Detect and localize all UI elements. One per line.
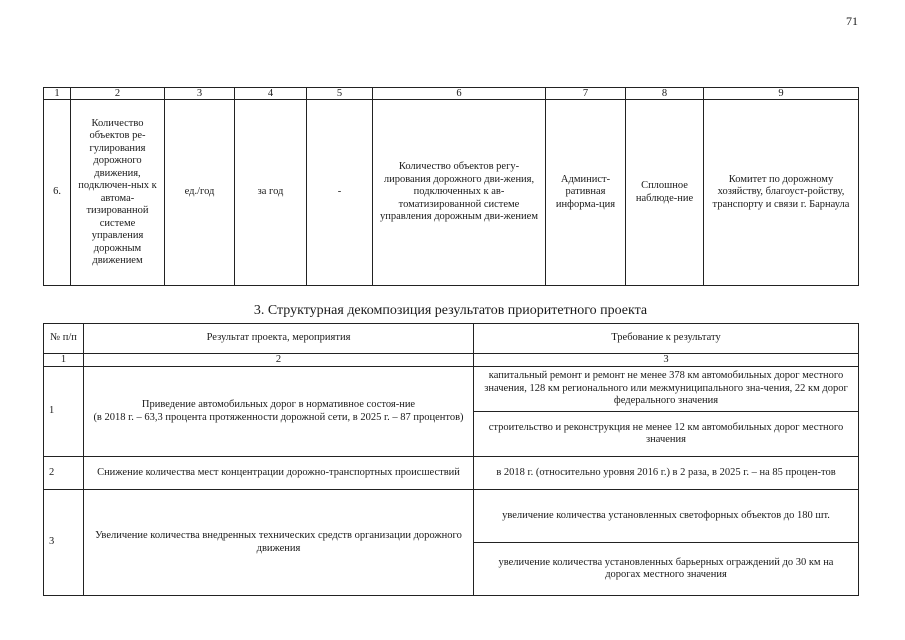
decomposition-table (43, 323, 859, 596)
column-number: 7 (546, 88, 626, 100)
row-number: 2 (44, 457, 84, 490)
decomposition-table-header (44, 324, 859, 354)
source-cell: Админист-ративная информа-ция (546, 100, 626, 286)
requirement-cell: увеличение количества установленных барьерных ограждений до 30 км на дорогах местного значения (474, 543, 859, 596)
indicators-table (43, 87, 859, 286)
column-number: 8 (626, 88, 704, 100)
table-row (44, 367, 859, 412)
row-number: 1 (44, 367, 84, 457)
column-number: 4 (235, 88, 307, 100)
table-row (44, 100, 859, 286)
requirement-cell: капитальный ремонт и ремонт не менее 378 км автомобильных дорог местного значения, 128 км регионального или межмуниципального зна-чения, 22 км дорог федерального значения (474, 367, 859, 412)
requirement-cell: увеличение количества установленных светофорных объектов до 180 шт. (474, 490, 859, 543)
result-cell (84, 367, 474, 457)
result-cell: Снижение количества мест концентрации дорожно-транспортных происшествий (84, 457, 474, 490)
result-sub-text: (в 2018 г. – 63,3 процента протяженности дорожной сети, в 2025 г. – 87 процентов) (93, 411, 464, 423)
decomposition-table-subheader (44, 354, 859, 367)
column-number: 5 (307, 88, 373, 100)
unit-cell: ед./год (165, 100, 235, 286)
requirement-cell: строительство и реконструкция не менее 12 км автомобильных дорог местного значения (474, 412, 859, 457)
indicators-table-header (44, 88, 859, 100)
responsible-cell: Комитет по дорожному хозяйству, благоуст-ройству, транспорту и связи г. Барнаула (704, 100, 859, 286)
header-result: Результат проекта, мероприятия (84, 324, 474, 354)
column-number: 2 (71, 88, 165, 100)
section-title: 3. Структурная декомпозиция результатов приоритетного проекта (253, 303, 648, 318)
column-number: 1 (44, 354, 84, 367)
table-row (44, 490, 859, 543)
dash-cell: - (307, 100, 373, 286)
header-num: № п/п (44, 324, 84, 354)
result-cell: Увеличение количества внедренных технических средств организации дорожного движения (84, 490, 474, 596)
table-row (44, 457, 859, 490)
column-number: 6 (373, 88, 546, 100)
indicator-name: Количество объектов ре-гулирования дорожного движения, подключен-ных к автома-тизированной системе управления дорожным движением (71, 100, 165, 286)
column-number: 1 (44, 88, 71, 100)
row-number: 3 (44, 490, 84, 596)
period-cell: за год (235, 100, 307, 286)
column-number: 3 (474, 354, 859, 367)
result-main-text: Приведение автомобильных дорог в нормативное состоя-ние (141, 399, 416, 410)
column-number: 2 (84, 354, 474, 367)
column-number: 3 (165, 88, 235, 100)
row-number: 6. (44, 100, 71, 286)
header-requirement: Требование к результату (474, 324, 859, 354)
method-cell: Сплошное наблюде-ние (626, 100, 704, 286)
page-number: 71 (846, 14, 858, 28)
requirement-cell: в 2018 г. (относительно уровня 2016 г.) в 2 раза, в 2025 г. – на 85 процен-тов (474, 457, 859, 490)
definition-cell: Количество объектов регу-лирования дорожного дви-жения, подключенных к ав-томатизированной системе управления дорожным дви-жением (373, 100, 546, 286)
column-number: 9 (704, 88, 859, 100)
